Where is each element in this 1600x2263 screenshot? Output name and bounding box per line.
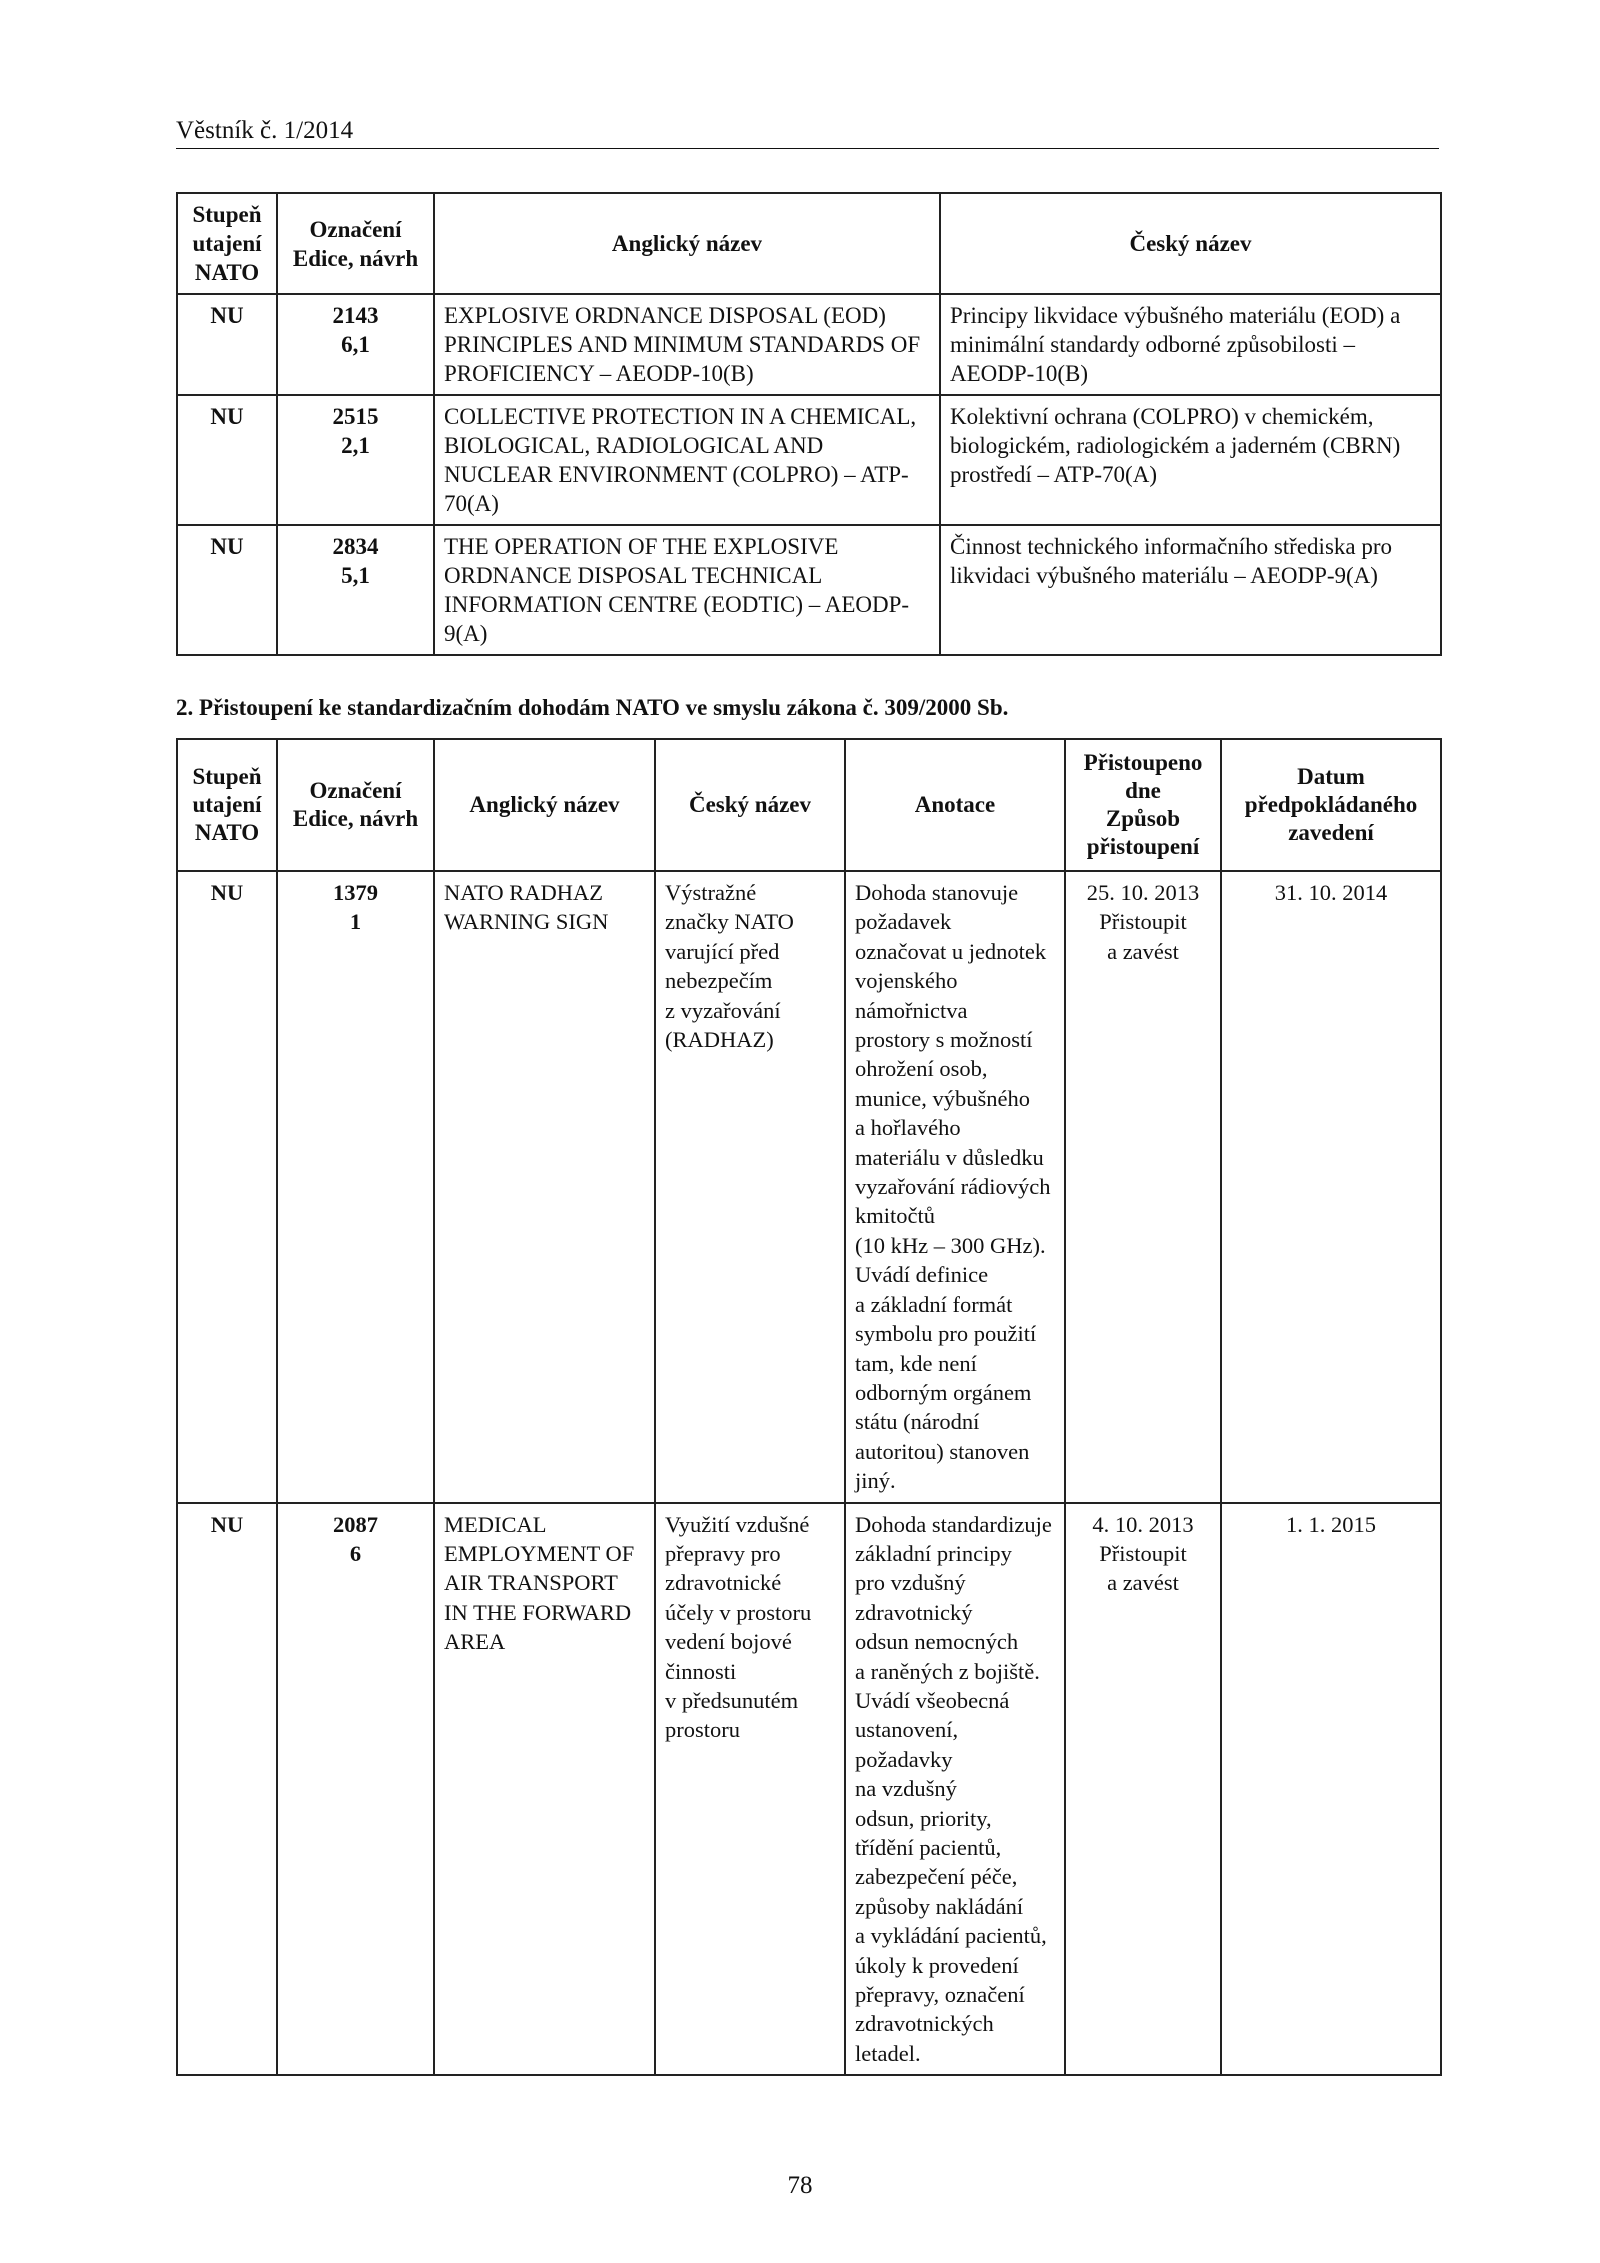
cell-oznaceni: 2834 5,1	[277, 525, 434, 655]
cell-anglicky: THE OPERATION OF THE EXPLOSIVE ORDNANCE DISPOSAL TECHNICAL INFORMATION CENTRE (EODTIC) – AEODP-9(A)	[434, 525, 940, 655]
col-header-datum: Datum předpokládaného zavedení	[1221, 739, 1441, 871]
cell-stupen: NU	[177, 395, 277, 525]
cell-stupen: NU	[177, 525, 277, 655]
cell-stupen: NU	[177, 871, 277, 1503]
col-header-anglicky: Anglický název	[434, 193, 940, 294]
table-row	[177, 871, 1441, 1503]
section-2-title: 2. Přistoupení ke standardizačním dohodám NATO ve smyslu zákona č. 309/2000 Sb.	[176, 695, 1009, 720]
cell-anotace: Dohoda stanovuje požadavek označovat u jednotek vojenského námořnictva prostory s možností ohrožení osob, munice, výbušného a hořlavého materiálu v důsledku vyzařování rádiových kmitočtů (10 kHz – 300 GHz). Uvádí definice a základní formát symbolu pro použití tam, kde není odborným orgánem státu (národní autoritou) stanoven jiný.	[845, 871, 1065, 1503]
col-header-cesky: Český název	[940, 193, 1441, 294]
standards-table-1	[176, 192, 1442, 656]
standards-table-2	[176, 738, 1442, 2076]
table-row	[177, 525, 1441, 655]
col-header-stupen: Stupeň utajení NATO	[177, 739, 277, 871]
col-header-cesky: Český název	[655, 739, 845, 871]
table1-header-row	[177, 193, 1441, 294]
cell-oznaceni: 2087 6	[277, 1503, 434, 2076]
cell-cesky: Kolektivní ochrana (COLPRO) v chemickém, biologickém, radiologickém a jaderném (CBRN) prostředí – ATP-70(A)	[940, 395, 1441, 525]
cell-anglicky: MEDICAL EMPLOYMENT OF AIR TRANSPORT IN THE FORWARD AREA	[434, 1503, 655, 2076]
col-header-stupen: Stupeň utajení NATO	[177, 193, 277, 294]
table-row	[177, 395, 1441, 525]
table-row	[177, 294, 1441, 395]
page-header	[176, 110, 1439, 149]
cell-anotace: Dohoda standardizuje základní principy pro vzdušný zdravotnický odsun nemocných a raněných z bojiště. Uvádí všeobecná ustanovení, požadavky na vzdušný odsun, priority, třídění pacientů, zabezpečení péče, způsoby nakládání a vykládání pacientů, úkoly k provedení přepravy, označení zdravotnických letadel.	[845, 1503, 1065, 2076]
cell-stupen: NU	[177, 1503, 277, 2076]
col-header-pristoupeno: Přistoupeno dne Způsob přistoupení	[1065, 739, 1221, 871]
cell-pristoupeno: 25. 10. 2013 Přistoupit a zavést	[1065, 871, 1221, 1503]
cell-anglicky: NATO RADHAZ WARNING SIGN	[434, 871, 655, 1503]
cell-datum: 31. 10. 2014	[1221, 871, 1441, 1503]
cell-oznaceni: 1379 1	[277, 871, 434, 1503]
cell-cesky: Výstražné značky NATO varující před nebezpečím z vyzařování (RADHAZ)	[655, 871, 845, 1503]
cell-datum: 1. 1. 2015	[1221, 1503, 1441, 2076]
table-row	[177, 1503, 1441, 2076]
cell-cesky: Principy likvidace výbušného materiálu (EOD) a minimální standardy odborné způsobilosti – AEODP-10(B)	[940, 294, 1441, 395]
cell-pristoupeno: 4. 10. 2013 Přistoupit a zavést	[1065, 1503, 1221, 2076]
cell-oznaceni: 2515 2,1	[277, 395, 434, 525]
cell-cesky: Činnost technického informačního střediska pro likvidaci výbušného materiálu – AEODP-9(A)	[940, 525, 1441, 655]
cell-oznaceni: 2143 6,1	[277, 294, 434, 395]
page-number: 78	[787, 2172, 813, 2199]
journal-title: Věstník č. 1/2014	[176, 117, 354, 144]
col-header-anglicky: Anglický název	[434, 739, 655, 871]
cell-anglicky: EXPLOSIVE ORDNANCE DISPOSAL (EOD) PRINCIPLES AND MINIMUM STANDARDS OF PROFICIENCY – AEODP-10(B)	[434, 294, 940, 395]
col-header-oznaceni: Označení Edice, návrh	[277, 193, 434, 294]
col-header-oznaceni: Označení Edice, návrh	[277, 739, 434, 871]
cell-anglicky: COLLECTIVE PROTECTION IN A CHEMICAL, BIOLOGICAL, RADIOLOGICAL AND NUCLEAR ENVIRONMENT (COLPRO) – ATP-70(A)	[434, 395, 940, 525]
cell-stupen: NU	[177, 294, 277, 395]
cell-cesky: Využití vzdušné přepravy pro zdravotnické účely v prostoru vedení bojové činnosti v předsunutém prostoru	[655, 1503, 845, 2076]
col-header-anotace: Anotace	[845, 739, 1065, 871]
table2-header-row	[177, 739, 1441, 871]
